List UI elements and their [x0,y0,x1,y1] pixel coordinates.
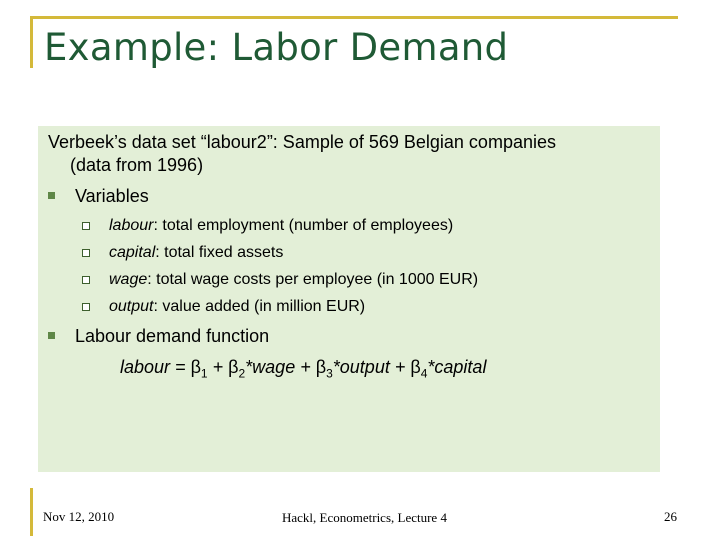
equation-lhs: labour = [120,357,191,377]
variable-desc: : value added (in million EUR) [153,298,366,315]
title-frame-left-line [30,16,33,68]
beta-subscript: 1 [200,366,208,381]
footer-course: Hackl, Econometrics, Lecture 4 [282,510,447,525]
page-number: 26 [664,509,677,524]
equation-term: *output + [332,357,411,377]
title-frame-top-line [30,16,678,19]
variable-name: wage [109,271,148,288]
variable-desc: : total wage costs per employee (in 1000 EUR) [147,271,479,288]
square-bullet-icon [48,192,55,199]
hollow-square-bullet-icon [82,249,90,257]
hollow-square-bullet-icon [82,222,90,230]
beta-symbol: β [190,357,201,377]
beta-symbol: β [228,357,239,377]
variable-name: capital [109,244,156,261]
beta-symbol: β [410,357,421,377]
equation-term: + [207,357,229,377]
bullet-variables-label: Variables [75,186,149,206]
hollow-square-bullet-icon [82,276,90,284]
intro-line-2: (data from 1996) [70,155,204,175]
variable-desc: : total fixed assets [155,244,284,261]
equation-term: *wage + [245,357,316,377]
intro-text [48,131,648,177]
beta-subscript: 4 [420,366,428,381]
labour-demand-equation [120,355,486,386]
hollow-square-bullet-icon [82,303,90,311]
variable-name: labour [109,217,154,234]
beta-subscript: 2 [238,366,246,381]
slide-title: Example: Labor Demand [44,26,509,69]
variable-name: output [109,298,154,315]
beta-subscript: 3 [326,366,333,381]
variable-desc: : total employment (number of employees) [153,217,454,234]
beta-symbol: β [315,357,327,377]
intro-line-1: Verbeek’s data set “labour2”: Sample of 569 Belgian companies [48,132,556,152]
footer-frame-line [30,488,33,536]
footer-date: Nov 12, 2010 [43,509,115,524]
square-bullet-icon [48,332,55,339]
bullet-labour-demand-label: Labour demand function [75,326,270,346]
equation-term: *capital [427,357,487,377]
